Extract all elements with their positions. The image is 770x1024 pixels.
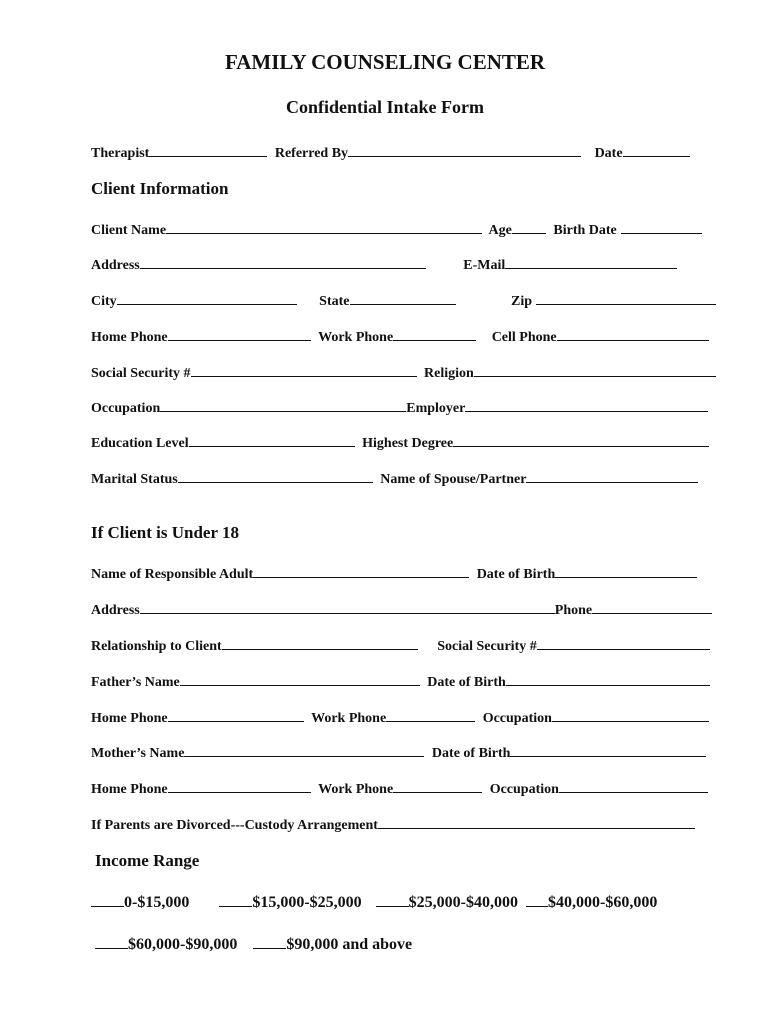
custody-row bbox=[91, 816, 695, 834]
highest-degree-field[interactable] bbox=[453, 434, 709, 447]
relationship-field[interactable] bbox=[222, 637, 418, 650]
mother-work-phone-field[interactable] bbox=[393, 780, 482, 793]
highest-degree-label: Highest Degree bbox=[362, 436, 454, 451]
education-level-label: Education Level bbox=[91, 436, 189, 451]
minor-address-field[interactable] bbox=[140, 601, 555, 614]
mother-occupation-label: Occupation bbox=[489, 782, 559, 797]
ssn-label: Social Security # bbox=[91, 366, 191, 381]
income-option-blank[interactable] bbox=[376, 894, 409, 907]
date-field[interactable] bbox=[623, 144, 690, 157]
form-title: FAMILY COUNSELING CENTER bbox=[224, 50, 546, 74]
mother-name-row bbox=[91, 744, 706, 762]
ssn-field[interactable] bbox=[191, 364, 417, 377]
father-name-row bbox=[91, 673, 710, 691]
responsible-adult-label: Name of Responsible Adult bbox=[91, 567, 254, 582]
mother-home-phone-field[interactable] bbox=[168, 780, 311, 793]
religion-field[interactable] bbox=[474, 364, 716, 377]
employer-label: Employer bbox=[406, 401, 466, 416]
minor-ssn-label: Social Security # bbox=[437, 639, 537, 654]
minor-phone-label: Phone bbox=[554, 603, 593, 618]
mother-phone-row bbox=[91, 780, 708, 798]
work-phone-field[interactable] bbox=[393, 328, 476, 341]
income-option-label: $60,000-$90,000 bbox=[128, 936, 238, 953]
religion-label: Religion bbox=[424, 366, 474, 381]
income-option-label: $15,000-$25,000 bbox=[252, 894, 362, 911]
income-range-heading: Income Range bbox=[95, 851, 200, 870]
minor-phone-field[interactable] bbox=[592, 601, 712, 614]
mothers-name-field[interactable] bbox=[184, 744, 424, 757]
form-subtitle: Confidential Intake Form bbox=[286, 97, 484, 117]
email-field[interactable] bbox=[505, 256, 677, 269]
client-information-heading: Client Information bbox=[91, 179, 229, 198]
home-phone-label: Home Phone bbox=[91, 330, 168, 345]
spouse-name-field[interactable] bbox=[526, 470, 698, 483]
father-work-phone-label: Work Phone bbox=[311, 711, 387, 726]
income-option-blank[interactable] bbox=[219, 894, 252, 907]
occupation-label: Occupation bbox=[91, 401, 161, 416]
mother-dob-label: Date of Birth bbox=[431, 746, 511, 761]
top-fields-row bbox=[91, 144, 690, 162]
address-label: Address bbox=[91, 258, 140, 273]
father-dob-label: Date of Birth bbox=[427, 675, 506, 690]
spouse-name-label: Name of Spouse/Partner bbox=[380, 472, 527, 487]
referred-by-label: Referred By bbox=[274, 146, 349, 161]
father-occupation-label: Occupation bbox=[482, 711, 552, 726]
state-label: State bbox=[319, 294, 350, 309]
minor-address-row bbox=[91, 601, 712, 619]
client-name-row bbox=[91, 221, 702, 239]
marital-status-label: Marital Status bbox=[91, 472, 178, 487]
income-option-label: $40,000-$60,000 bbox=[547, 894, 658, 911]
income-option-label: $25,000-$40,000 bbox=[408, 894, 518, 911]
responsible-adult-dob-label: Date of Birth bbox=[476, 567, 556, 582]
client-name-label: Client Name bbox=[91, 223, 167, 238]
zip-field[interactable] bbox=[536, 292, 716, 305]
date-label: Date bbox=[594, 146, 623, 161]
custody-label: If Parents are Divorced---Custody Arrangement bbox=[91, 818, 378, 833]
city-row bbox=[91, 292, 716, 310]
relationship-label: Relationship to Client bbox=[91, 639, 222, 654]
income-option-label: $90,000 and above bbox=[286, 936, 413, 953]
responsible-adult-dob-field[interactable] bbox=[555, 565, 697, 578]
employer-field[interactable] bbox=[465, 399, 708, 412]
mothers-name-label: Mother’s Name bbox=[91, 746, 185, 761]
custody-field[interactable] bbox=[378, 816, 695, 829]
income-row-2 bbox=[95, 935, 412, 955]
occupation-row bbox=[91, 399, 708, 417]
fathers-name-label: Father’s Name bbox=[91, 675, 180, 690]
fathers-name-field[interactable] bbox=[180, 673, 420, 686]
education-level-field[interactable] bbox=[189, 434, 355, 447]
responsible-adult-row bbox=[91, 565, 697, 583]
father-work-phone-field[interactable] bbox=[386, 709, 475, 722]
income-option-blank[interactable] bbox=[526, 894, 548, 907]
city-field[interactable] bbox=[117, 292, 297, 305]
mother-occupation-field[interactable] bbox=[559, 780, 708, 793]
cell-phone-field[interactable] bbox=[557, 328, 709, 341]
ssn-row bbox=[91, 364, 716, 382]
therapist-label: Therapist bbox=[91, 146, 150, 161]
mother-dob-field[interactable] bbox=[510, 744, 706, 757]
phone-row bbox=[91, 328, 709, 346]
father-phone-row bbox=[91, 709, 709, 727]
cell-phone-label: Cell Phone bbox=[491, 330, 557, 345]
occupation-field[interactable] bbox=[160, 399, 406, 412]
mother-home-phone-label: Home Phone bbox=[91, 782, 168, 797]
father-home-phone-label: Home Phone bbox=[91, 711, 168, 726]
income-option-blank[interactable] bbox=[91, 894, 124, 907]
income-option-blank[interactable] bbox=[95, 936, 128, 949]
marital-status-field[interactable] bbox=[178, 470, 373, 483]
birth-date-label: Birth Date bbox=[553, 223, 617, 238]
address-row bbox=[91, 256, 677, 274]
education-row bbox=[91, 434, 709, 452]
zip-label: Zip bbox=[511, 294, 533, 309]
marital-row bbox=[91, 470, 698, 488]
client-name-field[interactable] bbox=[166, 221, 482, 234]
age-field[interactable] bbox=[512, 221, 546, 234]
email-label: E-Mail bbox=[463, 258, 506, 273]
father-occupation-field[interactable] bbox=[552, 709, 709, 722]
income-row-1 bbox=[91, 893, 657, 913]
work-phone-label: Work Phone bbox=[318, 330, 394, 345]
relationship-row bbox=[91, 637, 710, 655]
home-phone-field[interactable] bbox=[168, 328, 311, 341]
city-label: City bbox=[91, 294, 117, 309]
father-home-phone-field[interactable] bbox=[168, 709, 304, 722]
age-label: Age bbox=[488, 223, 512, 238]
responsible-adult-field[interactable] bbox=[253, 565, 469, 578]
income-option-label: 0-$15,000 bbox=[124, 894, 190, 911]
mother-work-phone-label: Work Phone bbox=[318, 782, 394, 797]
therapist-field[interactable] bbox=[149, 144, 267, 157]
minor-address-label: Address bbox=[91, 603, 140, 618]
minor-ssn-field[interactable] bbox=[537, 637, 710, 650]
state-field[interactable] bbox=[350, 292, 456, 305]
address-field[interactable] bbox=[140, 256, 426, 269]
under-18-heading: If Client is Under 18 bbox=[91, 523, 239, 542]
income-option-blank[interactable] bbox=[253, 936, 286, 949]
birth-date-field[interactable] bbox=[621, 221, 702, 234]
father-dob-field[interactable] bbox=[506, 673, 710, 686]
referred-by-field[interactable] bbox=[348, 144, 581, 157]
